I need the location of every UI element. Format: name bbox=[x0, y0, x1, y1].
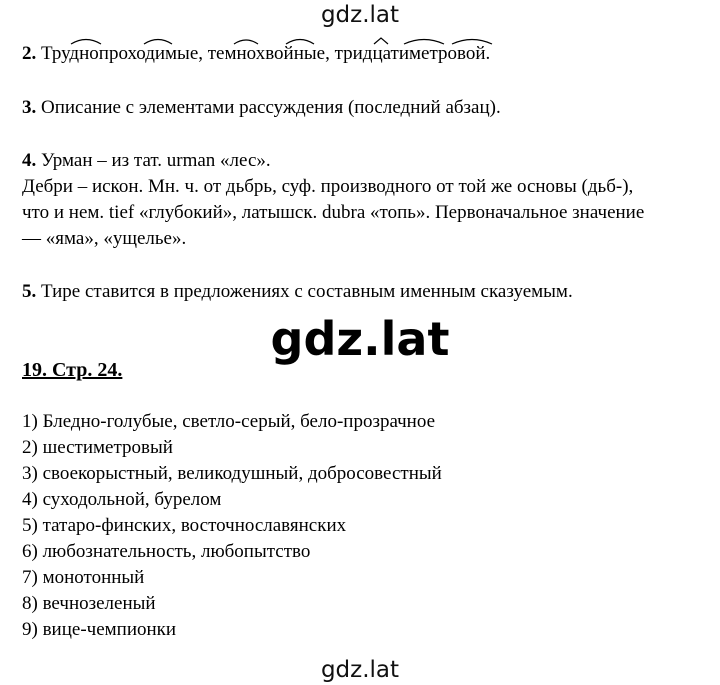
task-number: 2. bbox=[22, 43, 37, 64]
answer-item: 5) татаро-финских, восточнославянских bbox=[22, 515, 347, 536]
task-2 bbox=[22, 41, 490, 67]
task-5 bbox=[22, 279, 573, 305]
answer-item: 6) любознательность, любопытство bbox=[22, 541, 311, 562]
answer-item: 3) своекорыстный, великодушный, добросовестный bbox=[22, 463, 442, 484]
answer-item: 7) монотонный bbox=[22, 567, 145, 588]
task-number: 4. bbox=[22, 150, 37, 171]
task-text: Урман – из тат. urman «лес». bbox=[41, 150, 271, 171]
watermark-middle: gdz.lat bbox=[270, 312, 450, 366]
task-4-line-2: Дебри – искон. Мн. ч. от дьбрь, суф. производного от той же основы (дьб-), bbox=[22, 176, 634, 197]
task-text: Тире ставится в предложениях с составным именным сказуемым. bbox=[41, 281, 573, 302]
answer-item: 2) шестиметровый bbox=[22, 437, 173, 458]
section-heading: 19. Стр. 24. bbox=[22, 359, 123, 381]
answer-item: 1) Бледно-голубые, светло-серый, бело-прозрачное bbox=[22, 411, 436, 432]
task-4 bbox=[22, 148, 271, 174]
watermark-bottom: gdz.lat bbox=[320, 657, 400, 683]
task-number: 3. bbox=[22, 97, 37, 118]
watermark-top: gdz.lat bbox=[320, 2, 400, 28]
task-3 bbox=[22, 95, 501, 121]
task-number: 5. bbox=[22, 281, 37, 302]
answer-item: 8) вечнозеленый bbox=[22, 593, 156, 614]
task-4-line-4: — «яма», «ущелье». bbox=[22, 228, 187, 249]
task-text: Труднопроходимые, темнохвойные, тридцатиметровой. bbox=[41, 43, 491, 64]
answer-item: 4) суходольной, бурелом bbox=[22, 489, 222, 510]
task-text: Описание с элементами рассуждения (последний абзац). bbox=[41, 97, 501, 118]
task-4-line-3: что и нем. tief «глубокий», латышск. dubra «топь». Первоначальное значение bbox=[22, 202, 645, 223]
answer-item: 9) вице-чемпионки bbox=[22, 619, 177, 640]
